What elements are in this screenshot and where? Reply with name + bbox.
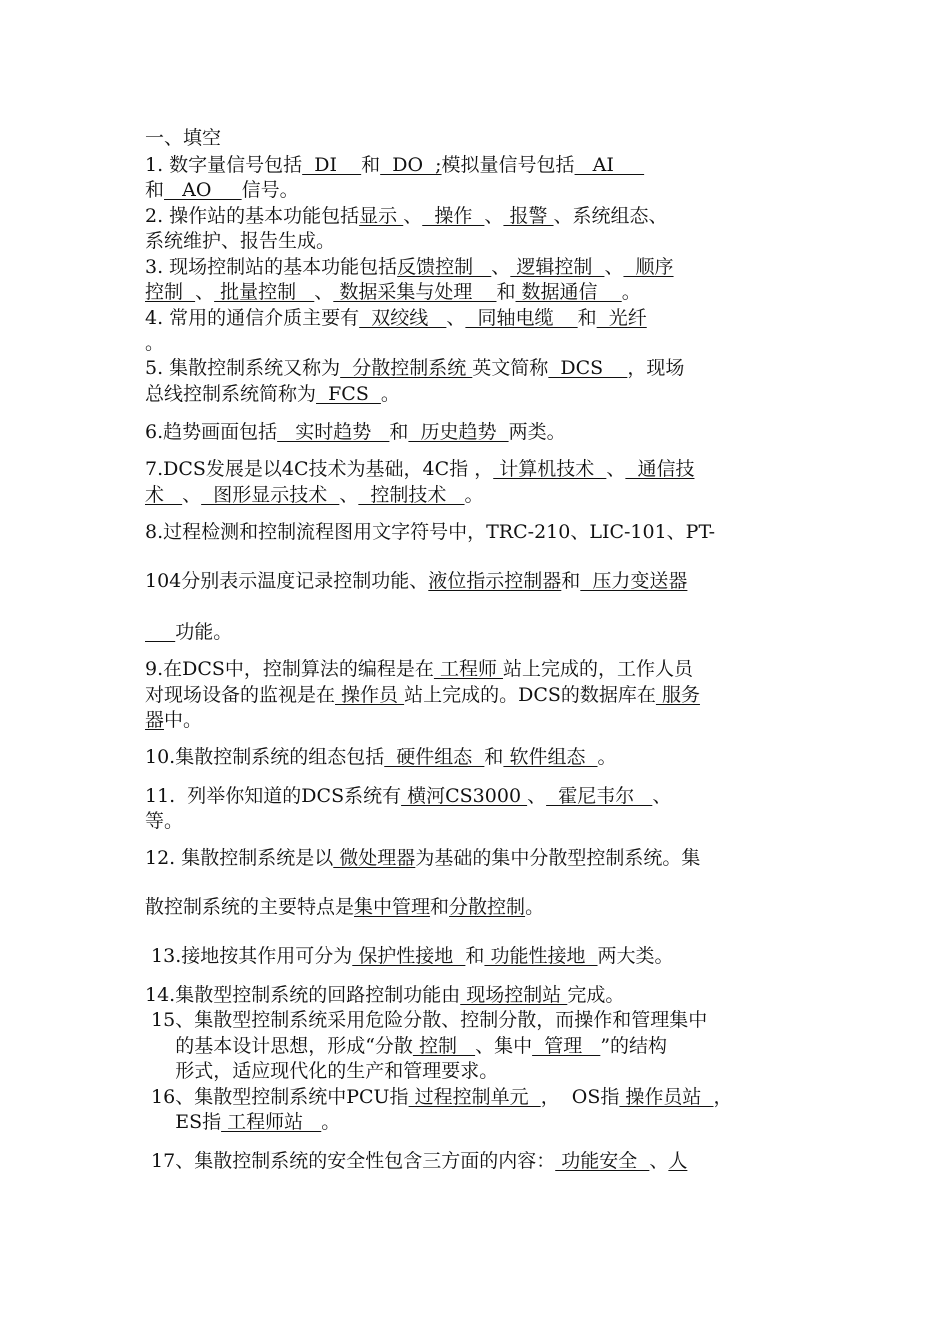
answer-blank: 工程师站 (221, 1111, 322, 1133)
question-text: 中。 (164, 709, 203, 731)
question-text: 完成。 (567, 984, 625, 1006)
answer-blank: 历史趋势 (408, 421, 509, 443)
question-text: 。 (525, 896, 545, 918)
question-text: 、 (604, 256, 624, 278)
question-9-line-3 (145, 708, 810, 732)
answer-blank: 分散控制 (449, 896, 526, 918)
answer-blank: 功能安全 (555, 1150, 650, 1172)
question-3-line-2 (145, 280, 810, 304)
question-9-line-1 (145, 657, 810, 681)
question-text: 的基本设计思想，形成“分散 (145, 1035, 413, 1057)
question-text: ES指 (145, 1111, 222, 1133)
answer-blank: 现场控制站 (460, 984, 568, 1006)
question-text: 和 (577, 307, 597, 329)
question-text: 和 (465, 945, 485, 967)
question-8-line-2 (145, 569, 810, 593)
question-text: 10.集散控制系统的组态包括 (145, 746, 385, 768)
question-text: 、 (484, 205, 504, 227)
answer-blank: 器 (145, 709, 165, 731)
question-text: 两大类。 (597, 945, 674, 967)
question-text: ，现场 (627, 357, 685, 379)
question-text: 、 (491, 256, 511, 278)
answer-blank: 批量控制 (214, 281, 315, 303)
question-16-line-2 (145, 1110, 810, 1134)
question-text: 6.趋势画面包括 (145, 421, 278, 443)
answer-blank: 分散控制系统 (340, 357, 473, 379)
answer-blank: 操作员站 (619, 1086, 714, 1108)
question-7-line-1 (145, 457, 810, 481)
question-12-line-1 (145, 846, 810, 870)
question-2-line-1 (145, 204, 810, 228)
question-text: 和 (484, 746, 504, 768)
answer-blank: DI (302, 154, 362, 176)
answer-blank: 控制技术 (358, 484, 465, 506)
answer-blank: 术 (145, 484, 183, 506)
question-text: 5. 集散控制系统又称为 (145, 357, 341, 379)
question-12-line-2 (145, 895, 810, 919)
answer-blank: 人 (668, 1150, 688, 1172)
question-text: 、 (652, 785, 672, 807)
answer-blank: 控制 (145, 281, 196, 303)
answer-blank: 操作 (422, 205, 485, 227)
question-8-line-1 (145, 520, 810, 544)
answer-blank (145, 621, 175, 643)
question-4-line-2 (145, 331, 810, 355)
question-text: 和 (145, 179, 165, 201)
answer-blank: 硬件组态 (384, 746, 485, 768)
question-text: 12. 集散控制系统是以 (145, 847, 334, 869)
question-text: 站上完成的，工作人员 (503, 658, 694, 680)
question-10-line-1 (145, 745, 810, 769)
question-text: 17、集散控制系统的安全性包含三方面的内容： (145, 1150, 556, 1172)
question-text: 功能。 (175, 621, 233, 643)
question-text: 。 (597, 746, 617, 768)
answer-blank: 光纤 (596, 307, 647, 329)
question-text: 1. 数字量信号包括 (145, 154, 303, 176)
question-14-line-1 (145, 983, 810, 1007)
answer-blank: 顺序 (623, 256, 674, 278)
question-text: 104分别表示温度记录控制功能、 (145, 570, 429, 592)
question-text: 形式，适应现代化的生产和管理要求。 (145, 1060, 499, 1082)
answer-blank: 报警 (503, 205, 554, 227)
question-text: 和 (389, 421, 409, 443)
answer-blank: 横河CS3000 (401, 785, 528, 807)
question-text: 。 (621, 281, 641, 303)
answer-blank: DO ; (380, 154, 442, 176)
question-8-line-3 (145, 620, 810, 644)
question-7-line-2 (145, 483, 810, 507)
question-4-line-1 (145, 306, 810, 330)
question-13-line-1 (145, 944, 810, 968)
question-text: 等。 (145, 810, 184, 832)
question-text: 对现场设备的监视是在 (145, 684, 336, 706)
answer-blank: 数据采集与处理 (333, 281, 497, 303)
question-text: 、 (314, 281, 334, 303)
answer-blank: 过程控制单元 (408, 1086, 541, 1108)
question-text: 2. 操作站的基本功能包括 (145, 205, 360, 227)
answer-blank: 集中管理 (354, 896, 431, 918)
question-text: 信号。 (241, 179, 299, 201)
answer-blank: 液位指示控制器 (428, 570, 562, 592)
answer-blank: 实时趋势 (277, 421, 390, 443)
question-text: 。 (380, 383, 400, 405)
question-text: 为基础的集中分散型控制系统。集 (415, 847, 701, 869)
question-text: 7.DCS发展是以4C技术为基础，4C指 ， (145, 458, 494, 480)
answer-blank: 通信技 (625, 458, 695, 480)
question-text: 9.在DCS中，控制算法的编程是在 (145, 658, 434, 680)
answer-blank: 计算机技术 (493, 458, 607, 480)
question-text: ， OS指 (540, 1086, 620, 1108)
question-text: 、 (446, 307, 466, 329)
question-text: 15、集散型控制系统采用危险分散、控制分散，而操作和管理集中 (145, 1009, 708, 1031)
question-text: 英文简称 (472, 357, 549, 379)
answer-blank: 数据通信 (515, 281, 622, 303)
section-heading (145, 126, 810, 150)
answer-blank: 服务 (655, 684, 700, 706)
answer-blank: FCS (316, 383, 381, 405)
question-text: 和 (361, 154, 381, 176)
question-text: 、 (195, 281, 215, 303)
question-text: 和 (561, 570, 581, 592)
answer-blank: DCS (548, 357, 628, 379)
question-text: 。 (464, 484, 484, 506)
question-text: 模拟量信号包括 (441, 154, 575, 176)
question-text: 总线控制系统简称为 (145, 383, 317, 405)
answer-blank: 逻辑控制 (510, 256, 605, 278)
question-16-line-1 (145, 1085, 810, 1109)
question-text: 散控制系统的主要特点是 (145, 896, 355, 918)
answer-blank: 功能性接地 (484, 945, 598, 967)
question-text: 、 (339, 484, 359, 506)
answer-blank: 操作员 (335, 684, 405, 706)
question-15-line-2 (145, 1034, 810, 1058)
answer-blank: 显示 (359, 205, 404, 227)
question-text: 系统维护、报告生成。 (145, 230, 336, 252)
question-5-line-2 (145, 382, 810, 406)
answer-blank: 反馈控制 (397, 256, 492, 278)
question-1-line-2 (145, 178, 810, 202)
question-2-line-2 (145, 229, 810, 253)
question-text: 。 (145, 332, 165, 354)
question-text: 和 (430, 896, 450, 918)
answer-blank: 图形显示技术 (201, 484, 340, 506)
answer-blank: AO (164, 179, 242, 201)
question-text: 、 (606, 458, 626, 480)
question-5-line-1 (145, 356, 810, 380)
question-3-line-1 (145, 255, 810, 279)
question-text: 3. 现场控制站的基本功能包括 (145, 256, 398, 278)
question-text: 两类。 (508, 421, 566, 443)
question-text: 、 (527, 785, 547, 807)
question-text: 和 (496, 281, 516, 303)
question-11-line-2 (145, 809, 810, 833)
question-text: 、 (182, 484, 202, 506)
question-9-line-2 (145, 683, 810, 707)
answer-blank: AI (574, 154, 645, 176)
question-text: 16、集散型控制系统中PCU指 (145, 1086, 409, 1108)
answer-blank: 微处理器 (333, 847, 416, 869)
question-15-line-3 (145, 1059, 810, 1083)
answer-blank: 保护性接地 (352, 945, 466, 967)
question-1-line-1 (145, 153, 810, 177)
question-6-line-1 (145, 420, 810, 444)
answer-blank: 双绞线 (359, 307, 447, 329)
answer-blank: 同轴电缆 (465, 307, 578, 329)
answer-blank: 霍尼韦尔 (546, 785, 653, 807)
question-text: 11. 列举你知道的DCS系统有 (145, 785, 402, 807)
question-text: 站上完成的。DCS的数据库在 (404, 684, 656, 706)
answer-blank: 管理 (532, 1035, 601, 1057)
question-text: ”的结构 (600, 1035, 668, 1057)
question-text: 14.集散型控制系统的回路控制功能由 (145, 984, 461, 1006)
answer-blank: 软件组态 (503, 746, 598, 768)
answer-blank: 控制 (412, 1035, 476, 1057)
question-text: 、 (649, 1150, 669, 1172)
question-text: 4. 常用的通信介质主要有 (145, 307, 360, 329)
question-text: 13.接地按其作用可分为 (145, 945, 353, 967)
question-text: 、系统组态、 (553, 205, 668, 227)
question-text: 。 (321, 1111, 341, 1133)
question-11-line-1 (145, 784, 810, 808)
question-17-line-1 (145, 1149, 810, 1173)
answer-blank: 工程师 (433, 658, 504, 680)
question-15-line-1 (145, 1008, 810, 1032)
question-text: 、 (403, 205, 423, 227)
question-text: 一、填空 (145, 127, 222, 149)
answer-blank: 压力变送器 (580, 570, 688, 592)
question-text: ， (713, 1086, 733, 1108)
question-text: 、集中 (475, 1035, 533, 1057)
question-text: 8.过程检测和控制流程图用文字符号中，TRC-210、LIC-101、PT- (145, 521, 716, 543)
